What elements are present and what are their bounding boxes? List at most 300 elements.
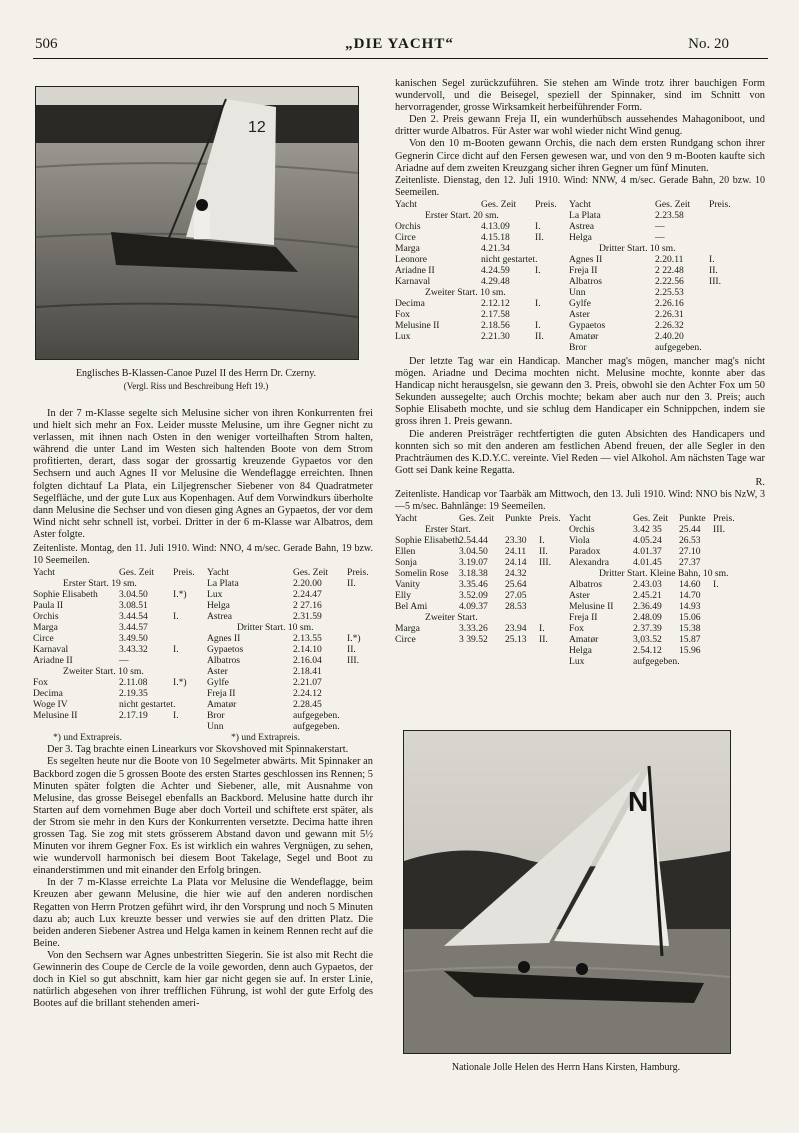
table-cell: Gypaetos (207, 644, 244, 656)
table-cell: Zweiter Start. 10 sm. (425, 286, 506, 298)
table-cell (347, 677, 373, 688)
table-cell: Preis. (709, 198, 731, 210)
table-row (33, 633, 199, 644)
table-cell: Somelin Rose (395, 568, 449, 580)
results-table-handicap-a (395, 513, 561, 667)
table-row (395, 568, 561, 579)
left-column (33, 408, 373, 1010)
table-cell: Elly (395, 590, 411, 602)
table-cell: 3.52.09 (459, 590, 488, 602)
table-cell (709, 287, 735, 298)
table-cell (347, 600, 373, 611)
table-row (395, 601, 561, 612)
table-row (33, 589, 199, 600)
table-cell: I. (535, 220, 541, 232)
table-cell: Preis. (347, 567, 369, 579)
table-cell: 28.53 (505, 601, 527, 613)
table-row (569, 612, 735, 623)
table-cell: Paradox (569, 546, 601, 558)
table-cell: 3.33.26 (459, 623, 488, 635)
paragraph: Den 2. Preis gewann Freja II, ein wunderhübsch aussehendes Mahagoniboot, und dritter wurde Albatros. Für Aster war wohl wieder nicht Wind genug. (395, 114, 765, 138)
table-cell (347, 699, 373, 710)
table-cell: 24.11 (505, 546, 527, 558)
table-cell (539, 568, 561, 579)
table-cell: 14.93 (679, 601, 701, 613)
table-cell: II. (347, 578, 356, 590)
table-row (569, 634, 735, 645)
table-cell: Circe (33, 633, 54, 645)
table-row (395, 265, 561, 276)
table-cell: Ges. Zeit (633, 513, 669, 525)
magazine-title: „DIE YACHT“ (345, 36, 454, 52)
table-cell: La Plata (569, 209, 601, 221)
paragraph: kanischen Segel zurückzuführen. Sie stehen am Winde trotz ihrer bauchigen Form wundervoll, und die Beisegel, speziell der Spinnaker, sind im Schnitt von hervorragender, grosse Wirksamkeit herbeiführender Form. (395, 78, 765, 114)
table-cell: 4.21.34 (481, 242, 510, 254)
table-cell: 25.13 (505, 634, 527, 646)
paragraph: In der 7 m-Klasse erreichte La Plata vor Melusine die Wendeflagge, beim Kreuzen aber gewann Melusine, die hier wie auf den anderen nordischen Regatten von Herrn Protzen geführt wird, ihr den Vorsprung und noch 5 Minuten dazu ab; auch Lux kreuzte besser und verwies sie auf den dritten Platz. Die beiden anderen Siebener Astrea und Helga kamen in keinem Rennen recht auf die Beine. (33, 877, 373, 949)
table-cell: Fox (569, 623, 584, 635)
table-row (569, 243, 735, 254)
table-cell: 3.44.54 (119, 611, 148, 623)
table-row (207, 666, 373, 677)
table-cell: Sonja (395, 557, 417, 569)
table-row (33, 644, 199, 655)
table-cell (347, 710, 373, 721)
svg-text:N: N (628, 786, 649, 817)
table-cell: Melusine II (33, 710, 78, 722)
table-cell: 2.20.00 (293, 578, 322, 590)
table-cell: 2.25.53 (655, 286, 684, 298)
table-cell: — (655, 220, 665, 232)
table-row (395, 199, 561, 210)
table-row (395, 590, 561, 601)
footnote: *) und Extrapreis. (53, 732, 123, 744)
table-row (207, 567, 373, 578)
table-cell: Bel Ami (395, 601, 428, 613)
table-cell: 2.24.12 (293, 688, 322, 700)
table-cell: I. (173, 611, 179, 623)
results-table-left-a (33, 567, 199, 732)
table-row (207, 721, 373, 732)
table-cell (713, 546, 735, 557)
table-cell: Zweiter Start. (425, 612, 478, 624)
paragraph: In der 7 m-Klasse segelte sich Melusine sicher von ihren Konkurrenten frei und hielt sich mehr an Fox. Leider musste Melusine, um ihre Gegner nicht zu verlassen, mit ihnen nach Osten in den weniger vorteilhaften Strom halten, während die unter Land im Westen sich haltenden Boote von dem Strom profitierten, derart, dass sogar der grossartig kreuzende Gypaetos vor den Sechsern und auch Agnes II vor Melusine die Wendeflagge erreichten. Ihnen folgten dichtauf La Plata, ein Liljegrenscher Siebener von 84 Quadratmeter Segelfläche, und der gute Lux aus Kopenhagen. Auf dem Vorwindkurs überholte dann Melusine die Sechser und von diesen ging Agnes an Gypaetos, der vor dem Wind nicht sehr schnell ist, vorbei. Dritter in der 6 m-Klasse war Albatros, dem Aster folgte. (33, 408, 373, 540)
table-cell: Gylfe (569, 297, 591, 309)
table-cell: — (119, 655, 129, 667)
table-cell (535, 243, 561, 254)
table-cell: Ariadne II (395, 264, 435, 276)
table-cell: 2.13.55 (293, 633, 322, 645)
table-cell: nicht gestartet. (119, 699, 176, 711)
table-cell: 2.12.12 (481, 297, 510, 309)
table-cell: 2.17.19 (119, 710, 148, 722)
table-cell: I.*) (347, 633, 361, 645)
table-cell: Orchis (569, 524, 595, 536)
table-cell: Freja II (207, 688, 236, 700)
table-cell: 3.18.38 (459, 568, 488, 580)
table-row (33, 611, 199, 622)
table-cell: 2.48.09 (633, 612, 662, 624)
table-cell: Decima (395, 297, 425, 309)
table-row (207, 622, 373, 633)
table-row (33, 600, 199, 611)
table-row (569, 331, 735, 342)
table-cell: 2.17.58 (481, 308, 510, 320)
table-row (207, 688, 373, 699)
table-cell (347, 611, 373, 622)
table-cell: Yacht (207, 567, 229, 579)
table-cell: Paula II (33, 600, 64, 612)
table-cell (173, 699, 199, 710)
table-cell (173, 655, 199, 666)
table-row (395, 309, 561, 320)
table-cell: Unn (569, 286, 586, 298)
right-column (395, 78, 765, 667)
table-row (569, 254, 735, 265)
table-cell (713, 601, 735, 612)
table-row (395, 298, 561, 309)
table-cell: II. (539, 634, 548, 646)
paragraph: Der letzte Tag war ein Handicap. Mancher mag's mögen, mancher mag's nicht mögen. Ariadne und Decima mochten nicht. Melusine mochte, konnte aber das Handicap nicht herausgelsn, sie gewann den 3. Preis, obwohl sie den Achter Fox um 50 Sekunden aussegelte; auch Orchis mochte; bekam aber auch nur den 3. Preis; auch Sophie Elisabeth mochte, und sie schlug dem Handicaper ein Schnippchen, indem sie gross ihren 1. Preis gewann. (395, 355, 765, 428)
table-row (569, 199, 735, 210)
table-cell: Dritter Start. 10 sm. (599, 242, 676, 254)
table-cell: Sophie Elisabeth (33, 589, 98, 601)
table-cell: I. (709, 253, 715, 265)
table-cell: Bror (569, 341, 587, 353)
table-row (569, 645, 735, 656)
table-cell: Leonore (395, 253, 427, 265)
header-rule (33, 58, 768, 59)
table-row (207, 644, 373, 655)
table-cell: Circe (395, 634, 416, 646)
table-title: Zeitenliste. Montag, den 11. Juli 1910. Wind: NNO, 4 m/sec. Gerade Bahn, 19 bzw. 10 Seemeilen. (33, 543, 373, 567)
table-cell: 2 27.16 (293, 600, 322, 612)
table-cell: 2.36.49 (633, 601, 662, 613)
table-cell: 4.05.24 (633, 535, 662, 547)
table-row (569, 579, 735, 590)
table-cell: 2.18.56 (481, 319, 510, 331)
table-row (395, 276, 561, 287)
table-cell: Agnes II (207, 633, 241, 645)
table-cell: II. (535, 330, 544, 342)
table-cell (539, 590, 561, 601)
table-cell: 24.32 (505, 568, 527, 580)
table-cell (713, 634, 735, 645)
table-cell: 14.70 (679, 590, 701, 602)
dinghy-photo (403, 730, 731, 1054)
results-table-right-b (569, 199, 735, 353)
table-row (569, 535, 735, 546)
table-cell: nicht gestartet. (481, 253, 538, 265)
table-cell: I. (539, 535, 545, 547)
table-row (569, 287, 735, 298)
table-row (395, 254, 561, 265)
table-cell: I. (173, 710, 179, 722)
table-row (395, 232, 561, 243)
table-cell: 3.19.07 (459, 557, 488, 569)
table-cell: 2.19.35 (119, 688, 148, 700)
table-row (207, 633, 373, 644)
table-cell: Fox (33, 677, 48, 689)
table-cell: 2.21.30 (481, 330, 510, 342)
table-cell: Ges. Zeit (459, 513, 495, 525)
table-cell: 15.06 (679, 612, 701, 624)
table-cell: Orchis (33, 611, 59, 623)
table-cell: III. (713, 524, 725, 536)
table-cell: III. (539, 557, 551, 569)
table-cell: Aster (569, 308, 590, 320)
table-cell: I.*) (173, 589, 187, 601)
table-cell: 15.96 (679, 645, 701, 657)
table-cell: 23.94 (505, 623, 527, 635)
table-cell: Lux (207, 589, 223, 601)
table-row (569, 546, 735, 557)
table-cell: Astrea (569, 220, 595, 232)
table-cell (709, 210, 735, 221)
table-row (569, 265, 735, 276)
issue-number: No. 20 (688, 36, 729, 52)
table-cell: Freja II (569, 612, 598, 624)
table-cell: II. (535, 231, 544, 243)
table-row (395, 557, 561, 568)
table-cell: Gylfe (207, 677, 229, 689)
table-cell: Sophie Elisabeth (395, 535, 460, 547)
table-cell: 2.26.31 (655, 308, 684, 320)
table-cell: 2.40.20 (655, 330, 684, 342)
paragraph: Der 3. Tag brachte einen Linearkurs vor Skovshoved mit Spinnakerstart. (47, 744, 349, 756)
table-cell: Yacht (569, 513, 591, 525)
table-row (569, 309, 735, 320)
table-cell: 2.37.39 (633, 623, 662, 635)
table-cell: 4.29.48 (481, 275, 510, 287)
table-row (207, 611, 373, 622)
table-cell: Freja II (569, 264, 598, 276)
svg-text:12: 12 (248, 119, 266, 136)
table-row (395, 634, 561, 645)
table-cell (347, 589, 373, 600)
table-cell (173, 633, 199, 644)
table-cell (535, 254, 561, 265)
dinghy-photo-caption: Nationale Jolle Helen des Herrn Hans Kirsten, Hamburg. (451, 1062, 681, 1073)
table-title: Zeitenliste. Handicap vor Taarbäk am Mittwoch, den 13. Juli 1910. Wind: NNO bis NzW, 3—5 m/sec. Bahnlänge: 19 Seemeilen. (395, 488, 765, 513)
results-table-right-a (395, 199, 561, 353)
table-row (395, 210, 561, 221)
table-cell: I. (713, 579, 719, 591)
table-cell: Albatros (569, 579, 603, 591)
table-cell: 3.42 35 (633, 524, 662, 536)
table-row (569, 557, 735, 568)
table-cell: Fox (395, 308, 410, 320)
table-cell: 3.08.51 (119, 600, 148, 612)
table-cell: Alexandra (569, 557, 609, 569)
table-cell: I.*) (173, 677, 187, 689)
table-cell (173, 622, 199, 633)
table-cell (347, 688, 373, 699)
table-cell (347, 666, 373, 677)
table-cell: 2.21.07 (293, 677, 322, 689)
table-cell: 3.04.50 (459, 546, 488, 558)
table-cell: 15.87 (679, 634, 701, 646)
table-cell: I. (535, 319, 541, 331)
table-cell (173, 688, 199, 699)
table-cell (709, 232, 735, 243)
table-row (569, 513, 735, 524)
table-cell (347, 721, 373, 732)
table-row (207, 578, 373, 589)
table-row (395, 243, 561, 254)
table-cell (709, 309, 735, 320)
table-cell: 2.54.12 (633, 645, 662, 657)
table-cell: 4.01.37 (633, 546, 662, 558)
table-cell: Woge IV (33, 699, 68, 711)
table-cell: Yacht (569, 198, 591, 210)
table-cell: Ges. Zeit (119, 567, 155, 579)
table-cell: 27.37 (679, 557, 701, 569)
table-cell: Preis. (173, 567, 195, 579)
table-cell: 2.28.45 (293, 699, 322, 711)
table-cell: II. (347, 644, 356, 656)
table-cell (713, 590, 735, 601)
table-row (395, 287, 561, 298)
table-cell: III. (347, 655, 359, 667)
table-cell: Yacht (395, 513, 417, 525)
table-cell: 4.24.59 (481, 264, 510, 276)
paragraph: Von den 10 m-Booten gewann Orchis, die nach dem ersten Rundgang schon ihrer Gegnerin Circe dicht auf den Fersen gewesen war, und von den 9 m-Booten kaufte sich Ariadne auf dem zweiten Kreuzgang sicher ihren Gegner um fünf Minuten. (395, 138, 765, 174)
table-row (395, 331, 561, 342)
table-cell: Circe (395, 231, 416, 243)
table-row (395, 546, 561, 557)
table-cell: Marga (33, 622, 58, 634)
table-cell: I. (535, 264, 541, 276)
table-row (395, 612, 561, 623)
table-row (569, 568, 735, 579)
table-row (569, 221, 735, 232)
table-row (569, 524, 735, 535)
table-cell: 4.13.09 (481, 220, 510, 232)
table-cell (713, 645, 735, 656)
table-row (569, 298, 735, 309)
table-cell: Preis. (713, 513, 735, 525)
table-row (569, 590, 735, 601)
table-cell: Yacht (395, 198, 417, 210)
table-cell: Amatør (569, 330, 599, 342)
table-row (569, 601, 735, 612)
table-cell: 2.22.56 (655, 275, 684, 287)
table-cell: Lux (395, 330, 411, 342)
table-cell: La Plata (207, 578, 239, 590)
table-cell: II. (539, 546, 548, 558)
table-row (569, 623, 735, 634)
table-cell: Helga (207, 600, 230, 612)
table-row (395, 579, 561, 590)
table-cell (535, 309, 561, 320)
table-cell (535, 276, 561, 287)
table-cell: Karnaval (33, 644, 69, 656)
table-title: Zeitenliste. Dienstag, den 12. Juli 1910. Wind: NNW, 4 m/sec. Gerade Bahn, 20 bzw. 10 Seemeilen. (395, 174, 765, 198)
table-cell (709, 331, 735, 342)
table-cell: Erster Start. 20 sm. (425, 209, 499, 221)
table-row (33, 655, 199, 666)
table-cell: 2.18.41 (293, 666, 322, 678)
paragraph: Von den Sechsern war Agnes unbestritten Siegerin. Sie ist also mit Recht die Gewinnerin des Coupe de Cercle de la voile geworden, denn auch Gypaetos, der doch in Kiel so gut abschnitt, kam hier gar nicht gegen sie auf. In erster Linie, natürlich abgesehen von ihrer trefflichen Führung, ist wohl der gute Erfolg des Bootes auf die brillant stehenden ameri- (33, 949, 373, 1010)
table-row (569, 276, 735, 287)
table-cell: Preis. (539, 513, 561, 525)
table-cell (713, 557, 735, 568)
table-cell: 2.20.11 (655, 253, 684, 265)
table-cell: Albatros (569, 275, 603, 287)
table-row (33, 688, 199, 699)
table-cell: Albatros (207, 655, 241, 667)
table-cell: 4.01.45 (633, 557, 662, 569)
table-row (207, 655, 373, 666)
table-cell: 3,03.52 (633, 634, 662, 646)
author-signature: R. (755, 476, 765, 488)
table-cell: aufgegeben. (293, 710, 340, 722)
table-cell: Karnaval (395, 275, 431, 287)
table-row (33, 699, 199, 710)
table-cell: 2.31.59 (293, 611, 322, 623)
table-cell: 2.54.44 (459, 535, 488, 547)
table-cell: Lux (569, 656, 585, 668)
table-cell: Punkte (505, 513, 532, 525)
table-cell: Unn (207, 721, 224, 733)
table-cell: Ges. Zeit (655, 198, 691, 210)
table-cell: III. (709, 275, 721, 287)
table-cell: Erster Start. (425, 524, 471, 536)
table-cell (709, 298, 735, 309)
table-cell: Agnes II (569, 253, 603, 265)
table-cell: 2.26.16 (655, 297, 684, 309)
table-cell: 3 39.52 (459, 634, 488, 646)
table-cell (709, 221, 735, 232)
table-cell: Melusine II (569, 601, 614, 613)
table-cell: Preis. (535, 198, 557, 210)
table-cell: Dritter Start. 10 sm. (237, 622, 314, 634)
table-cell: 2.23.58 (655, 209, 684, 221)
table-cell: 27.05 (505, 590, 527, 602)
table-cell: Viola (569, 535, 590, 547)
table-cell: 4.15.18 (481, 231, 510, 243)
table-cell: 2.26.32 (655, 319, 684, 331)
table-cell: 3.04.50 (119, 589, 148, 601)
table-cell: 15.38 (679, 623, 701, 635)
table-cell: 24.14 (505, 557, 527, 569)
table-cell (709, 342, 735, 353)
paragraph: Es segelten heute nur die Boote von 10 Segelmeter abwärts. Mit Spinnaker an Backbord zogen die 5 grossen Boote des ersten Startes geschlossen ins Rennen; 5 Minuten später folgten die Achter und Siebener, alle, mit Ausnahme von Melusine, das grosse Beisegel ebenfalls an Backbord. Melusine hatte durch ihr Starten auf dem vornehmen Buge aber doch Vorteil und schiftete erst später, als der Strom sie mehr in den Kurs der Konkurrenten versetzte. Decima hatte ihren grossen Tag. Sie zog mit stets grösserem Abstand davon und gewann mit 5½ Minuten vor ihrem Gegner Fox. Es ist wirklich ein wahres Vergnügen, zu sehen, wie wundervoll harmonisch bei diesem Boot Takelage, Segel und Boot zu einanderstimmen und mit einander den Erfolg bringen. (33, 756, 373, 877)
table-cell: Vanity (395, 579, 421, 591)
table-cell (539, 579, 561, 590)
canoe-photo-caption: Englisches B-Klassen-Canoe Puzel II des Herrn Dr. Czerny. (75, 368, 317, 379)
table-cell: 2.16.04 (293, 655, 322, 667)
table-cell: Ges. Zeit (293, 567, 329, 579)
table-cell: Helga (569, 645, 592, 657)
footnote: *) und Extrapreis. (231, 732, 301, 744)
table-row (207, 699, 373, 710)
table-cell: 4.09.37 (459, 601, 488, 613)
table-cell (709, 320, 735, 331)
table-cell: I. (173, 644, 179, 656)
table-cell: Bror (207, 710, 225, 722)
table-row (569, 656, 735, 667)
table-cell (713, 656, 735, 667)
table-cell: 2.45.21 (633, 590, 662, 602)
table-cell: 2.11.08 (119, 677, 148, 689)
table-cell: Ges. Zeit (481, 198, 517, 210)
results-table-handicap-b (569, 513, 735, 667)
table-cell (539, 601, 561, 612)
table-row (569, 342, 735, 353)
table-row (33, 710, 199, 721)
